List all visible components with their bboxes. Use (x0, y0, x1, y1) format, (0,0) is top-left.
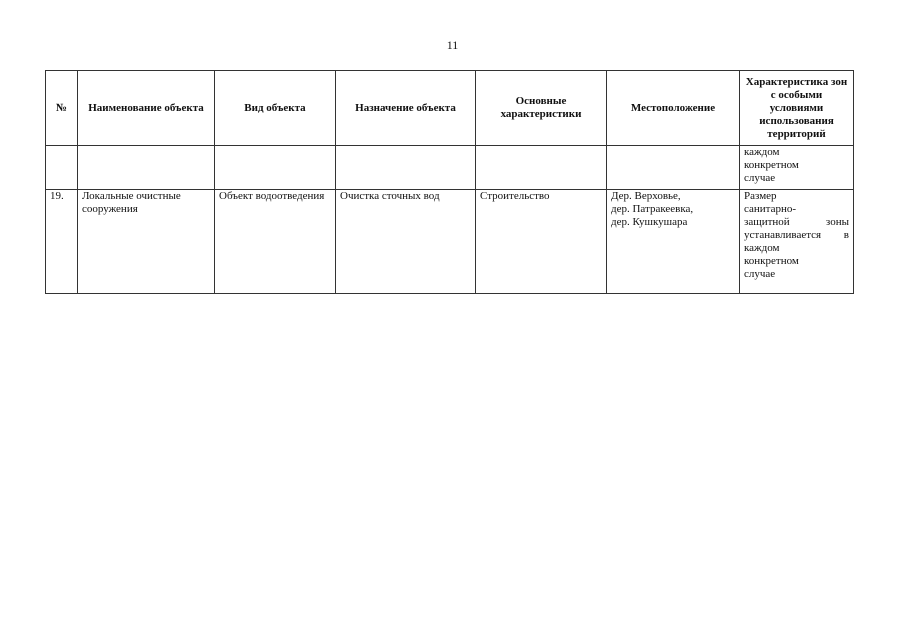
zone-line: конкретном (744, 255, 799, 267)
table-cell (78, 146, 215, 190)
location-line: дер. Патракеевка, (611, 203, 694, 215)
header-zone-characteristics: Характеристика зон с особыми условиями использования территорий (740, 71, 854, 146)
table-cell (336, 146, 476, 190)
header-location: Местоположение (607, 71, 740, 146)
header-purpose: Назначение объекта (336, 71, 476, 146)
table-cell (46, 146, 78, 190)
table-cell (476, 146, 607, 190)
object-characteristics: Строительство (476, 190, 607, 294)
object-type: Объект водоотведения (215, 190, 336, 294)
table-row (46, 146, 854, 190)
zone-line: конкретном (744, 159, 799, 171)
page-number: 11 (446, 38, 459, 52)
table-cell (607, 146, 740, 190)
row-number: 19. (46, 190, 78, 294)
table-cell (215, 146, 336, 190)
header-characteristics: Основные характеристики (476, 71, 607, 146)
zone-line: случае (744, 172, 776, 184)
objects-table (45, 70, 854, 294)
object-location (607, 190, 740, 294)
zone-line: устанавливается в (744, 229, 849, 241)
zone-line: случае (744, 268, 776, 280)
location-line: дер. Кушкушара (611, 216, 688, 228)
object-purpose: Очистка сточных вод (336, 190, 476, 294)
header-type: Вид объекта (215, 71, 336, 146)
zone-line: санитарно- (744, 203, 797, 215)
zone-line: каждом (744, 146, 780, 158)
zone-line: каждом (744, 242, 780, 254)
header-name: Наименование объекта (78, 71, 215, 146)
table-row (46, 190, 854, 294)
header-number: № (46, 71, 78, 146)
zone-line: защитной зоны (744, 216, 849, 228)
zone-line: Размер (744, 190, 777, 202)
table-header-row (46, 71, 854, 146)
continuation-zone-cell (740, 146, 854, 190)
zone-characteristics (740, 190, 854, 294)
object-name: Локальные очистные сооружения (78, 190, 215, 294)
location-line: Дер. Верховье, (611, 190, 681, 202)
